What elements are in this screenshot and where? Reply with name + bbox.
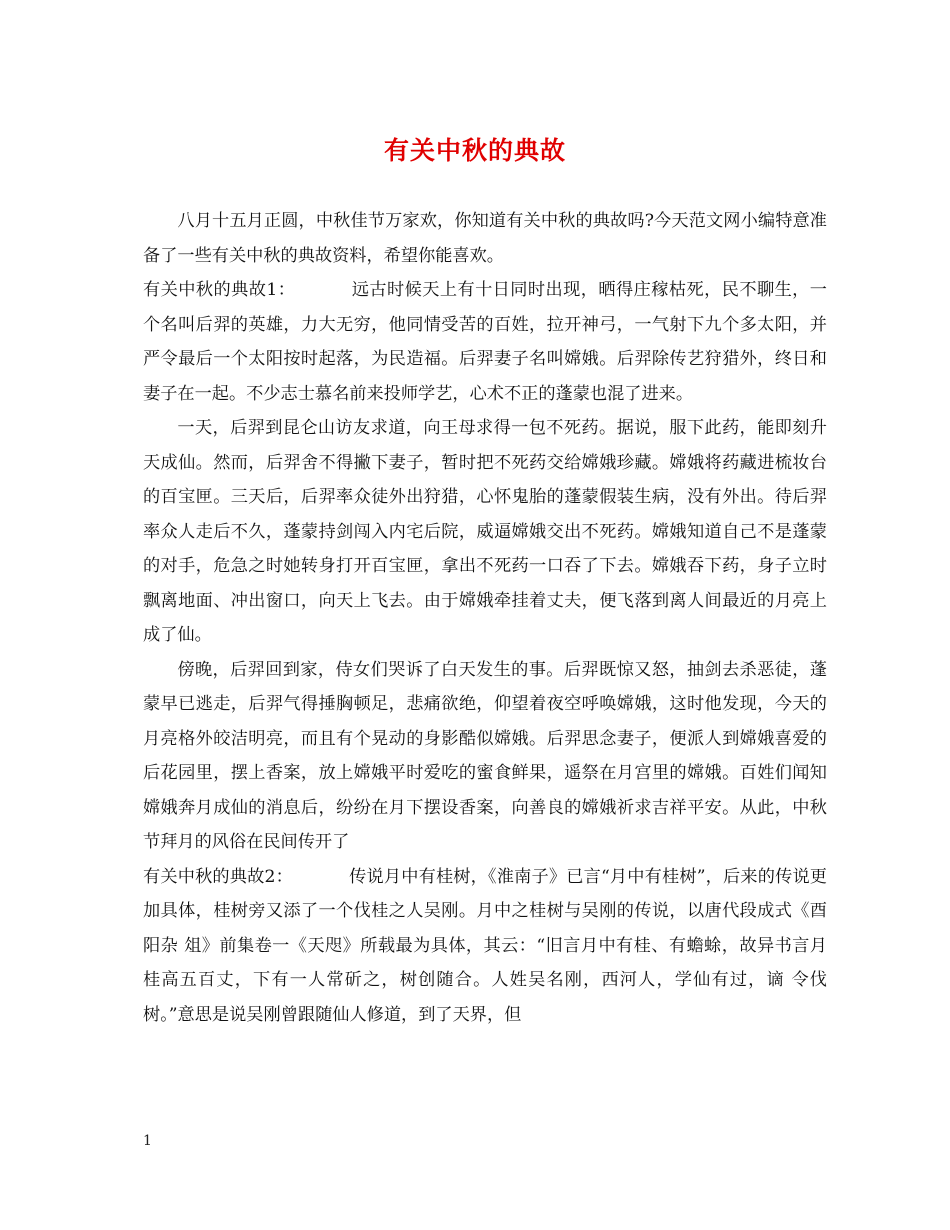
story-1-text-1: 远古时候天上有十日同时出现，晒得庄稼枯死，民不聊生，一个名叫后羿的英雄，力大无穷，他同情受苦的百姓，拉开神弓，一气射下九个多太阳，并严令最后一个太阳按时起落，为民造福。后羿妻子名叫嫦娥。后羿除传艺狩猎外，终日和妻子在一起。不少志士慕名前来投师学艺，心术不正的蓬蒙也混了进来。 [143, 280, 827, 404]
story-2-heading: 有关中秋的典故2： [143, 866, 293, 887]
story-1-paragraph-2: 一天，后羿到昆仑山访友求道，向王母求得一包不死药。据说，服下此药，能即刻升天成仙。然而，后羿舍不得撇下妻子，暂时把不死药交给嫦娥珍藏。嫦娥将药藏进梳妆台的百宝匣。三天后，后羿率众徒外出狩猎，心怀鬼胎的蓬蒙假装生病，没有外出。待后羿率众人走后不久，蓬蒙持剑闯入内宅后院，威逼嫦娥交出不死药。嫦娥知道自己不是蓬蒙的对手，危急之时她转身打开百宝匣，拿出不死药一口吞了下去。嫦娥吞下药，身子立时飘离地面、冲出窗口，向天上飞去。由于嫦娥牵挂着丈夫，便飞落到离人间最近的月亮上成了仙。 [143, 418, 827, 645]
document-body [143, 204, 827, 1032]
intro-paragraph: 八月十五月正圆，中秋佳节万家欢，你知道有关中秋的典故吗?今天范文网小编特意准备了一些有关中秋的典故资料，希望你能喜欢。 [143, 211, 827, 266]
page-number: 1 [143, 1133, 152, 1149]
story-1-paragraph-1 [143, 273, 827, 411]
story-2-text-1: 传说月中有桂树，《淮南子》已言“月中有桂树”，后来的传说更加具体，桂树旁又添了一个伐桂之人吴刚。月中之桂树与吴刚的传说，以唐代段成式《酉阳杂 俎》前集卷一《天咫》所载最为具体，其云：“旧言月中有桂、有蟾蜍，故异书言月桂高五百丈，下有一人常斫之，树创随合。人姓吴名刚，西河人，学仙有过，谪 令伐树。”意思是说吴刚曾跟随仙人修道，到了天界，但 [143, 866, 827, 1025]
story-1-paragraph-3: 傍晚，后羿回到家，侍女们哭诉了白天发生的事。后羿既惊又怒，抽剑去杀恶徒，蓬蒙早已逃走，后羿气得捶胸顿足，悲痛欲绝，仰望着夜空呼唤嫦娥，这时他发现，今天的月亮格外皎洁明亮，而且有个晃动的身影酷似嫦娥。后羿思念妻子，便派人到嫦娥喜爱的后花园里，摆上香案，放上嫦娥平时爱吃的蜜食鲜果，遥祭在月宫里的嫦娥。百姓们闻知嫦娥奔月成仙的消息后，纷纷在月下摆设香案，向善良的嫦娥祈求吉祥平安。从此，中秋节拜月的风俗在民间传开了 [143, 659, 827, 852]
story-2-paragraph-1 [143, 860, 827, 1033]
story-1-heading: 有关中秋的典故1： [143, 280, 296, 300]
document-title: 有关中秋的典故 [383, 136, 566, 165]
